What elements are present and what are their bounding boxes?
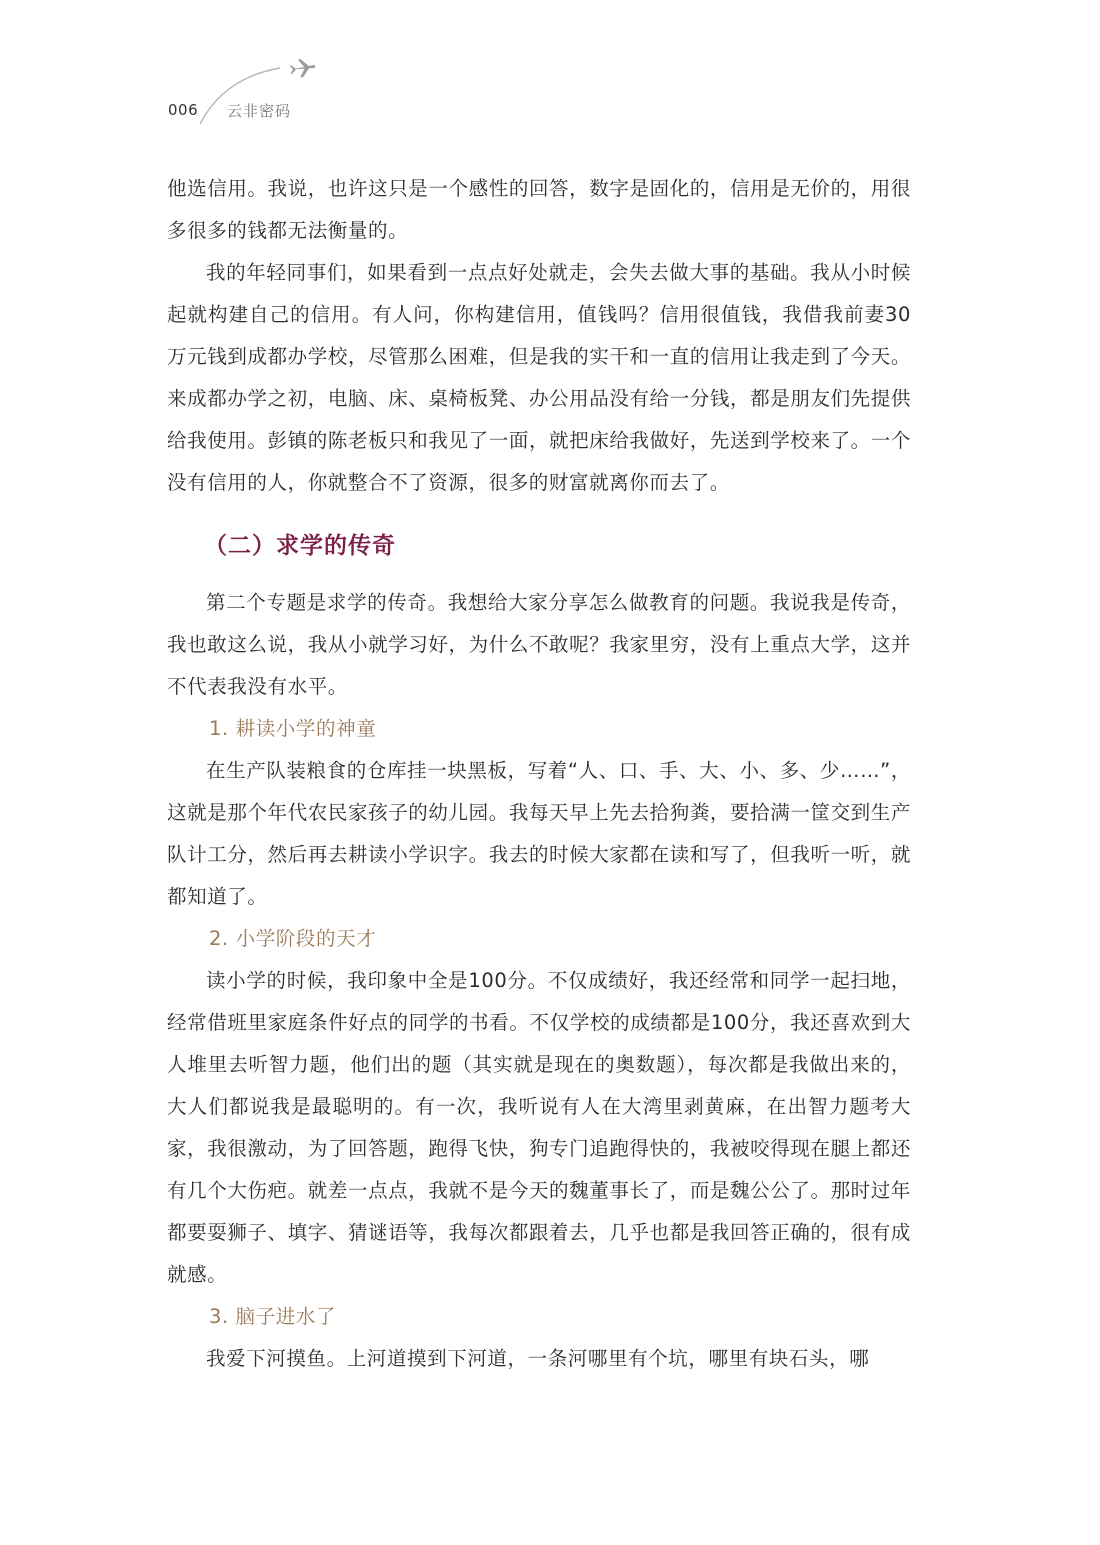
book-title: 云非密码: [227, 102, 292, 120]
paragraph: 我爱下河摸鱼。上河道摸到下河道，一条河哪里有个坑，哪里有块石头，哪: [206, 1347, 870, 1370]
page-header: [0, 0, 1100, 150]
paragraph: 第二个专题是求学的传奇。我想给大家分享怎么做教育的问题。我说我是传奇，我也敢这么说，我从小就学习好，为什么不敢呢？我家里穷，没有上重点大学，这并不代表我没有水平。: [167, 591, 911, 698]
airplane-icon: [0, 0, 400, 150]
paragraph: 我的年轻同事们，如果看到一点点好处就走，会失去做大事的基础。我从小时候起就构建自己的信用。有人问，你构建信用，值钱吗？信用很值钱，我借我前妻30万元钱到成都办学校，尽管那么困难，但是我的实干和一直的信用让我走到了今天。来成都办学之初，电脑、床、桌椅板凳、办公用品没有给一分钱，都是朋友们先提供给我使用。彭镇的陈老板只和我见了一面，就把床给我做好，先送到学校来了。一个没有信用的人，你就整合不了资源，很多的财富就离你而去了。: [167, 261, 911, 494]
paragraph: 读小学的时候，我印象中全是100分。不仅成绩好，我还经常和同学一起扫地，经常借班里家庭条件好点的同学的书看。不仅学校的成绩都是100分，我还喜欢到大人堆里去听智力题，他们出的题（其实就是现在的奥数题），每次都是我做出来的，大人们都说我是最聪明的。有一次，我听说有人在大湾里剥黄麻，在出智力题考大家，我很激动，为了回答题，跑得飞快，狗专门追跑得快的，我被咬得现在腿上都还有几个大伤疤。就差一点点，我就不是今天的魏董事长了，而是魏公公了。那时过年都要耍狮子、填字、猜谜语等，我每次都跟着去，几乎也都是我回答正确的，很有成就感。: [167, 969, 911, 1286]
section-heading: （二）求学的传奇: [204, 533, 396, 559]
paragraph: 他选信用。我说，也许这只是一个感性的回答，数字是固化的，信用是无价的，用很多很多的钱都无法衡量的。: [167, 177, 911, 242]
paragraph: 在生产队装粮食的仓库挂一块黑板，写着“人、口、手、大、小、多、少……”，这就是那个年代农民家孩子的幼儿园。我每天早上先去拾狗粪，要拾满一筐交到生产队计工分，然后再去耕读小学识字。我去的时候大家都在读和写了，但我听一听，就都知道了。: [167, 759, 911, 908]
sub-heading: 2. 小学阶段的天才: [209, 927, 377, 950]
sub-heading: 1. 耕读小学的神童: [209, 717, 377, 740]
main-text: [167, 168, 911, 1380]
page-number: 006: [168, 101, 199, 119]
sub-heading: 3. 脑子进水了: [209, 1305, 337, 1328]
